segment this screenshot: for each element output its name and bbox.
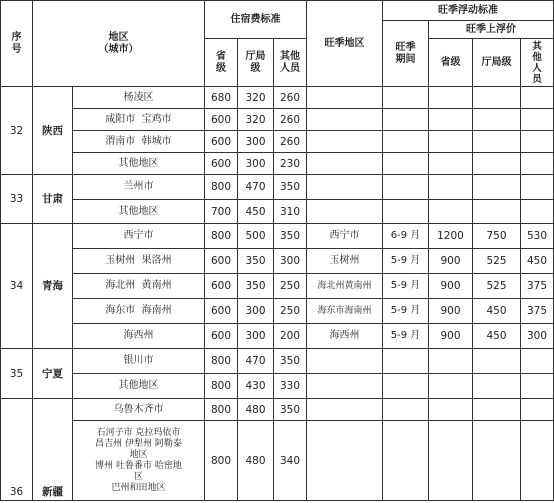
province-level-price: 800 — [205, 175, 238, 200]
header-peak-float-standard: 旺季浮动标准 — [383, 1, 554, 21]
peak-region-cell — [307, 175, 383, 200]
peak-other-cell — [521, 131, 554, 153]
peak-bureau-cell: 450 — [473, 299, 521, 324]
city-cell: 石河子市 克拉玛依市 昌吉州 伊犁州 阿勒泰 地区 博州 吐鲁番市 哈密地 区 巴州和田地区 — [73, 421, 205, 501]
peak-bureau-cell: 525 — [473, 274, 521, 299]
province-level-price: 600 — [205, 109, 238, 131]
peak-period-cell: 5-9 月 — [383, 249, 429, 274]
province-name: 新疆 — [33, 399, 73, 501]
bureau-level-price: 430 — [238, 374, 274, 399]
other-staff-price: 260 — [274, 109, 307, 131]
peak-other-cell — [521, 399, 554, 421]
other-staff-price: 350 — [274, 175, 307, 200]
peak-province-cell: 900 — [429, 274, 473, 299]
province-level-price: 800 — [205, 374, 238, 399]
table-row — [1, 274, 554, 299]
peak-period-cell: 5-9 月 — [383, 274, 429, 299]
peak-bureau-cell — [473, 153, 521, 175]
province-level-price: 600 — [205, 324, 238, 349]
other-staff-price: 230 — [274, 153, 307, 175]
other-staff-price: 250 — [274, 299, 307, 324]
city-cell: 咸阳市 宝鸡市 — [73, 109, 205, 131]
other-staff-price: 260 — [274, 87, 307, 109]
header-peak-period: 旺季 期间 — [383, 21, 429, 87]
peak-bureau-cell — [473, 349, 521, 374]
peak-region-cell — [307, 200, 383, 224]
peak-region-cell: 海东市海南州 — [307, 299, 383, 324]
peak-period-cell — [383, 374, 429, 399]
peak-period-cell: 5-9 月 — [383, 299, 429, 324]
peak-bureau-cell — [473, 87, 521, 109]
peak-period-cell — [383, 131, 429, 153]
peak-period-cell — [383, 109, 429, 131]
other-staff-price: 260 — [274, 131, 307, 153]
bureau-level-price: 320 — [238, 109, 274, 131]
header-peak-bureau-level: 厅局级 — [473, 39, 521, 87]
province-level-price: 800 — [205, 349, 238, 374]
peak-other-cell: 375 — [521, 299, 554, 324]
peak-bureau-cell — [473, 200, 521, 224]
peak-bureau-cell — [473, 175, 521, 200]
table-row — [1, 131, 554, 153]
peak-province-cell — [429, 374, 473, 399]
province-level-price: 600 — [205, 299, 238, 324]
row-seq: 33 — [1, 175, 33, 224]
header-bureau-level: 厅局 级 — [238, 39, 274, 87]
peak-other-cell — [521, 87, 554, 109]
peak-province-cell — [429, 399, 473, 421]
peak-bureau-cell — [473, 131, 521, 153]
row-seq: 32 — [1, 87, 33, 175]
table-row — [1, 153, 554, 175]
table-row — [1, 349, 554, 374]
peak-other-cell — [521, 421, 554, 501]
city-cell: 玉树州 果洛州 — [73, 249, 205, 274]
peak-period-cell — [383, 421, 429, 501]
peak-period-cell — [383, 399, 429, 421]
province-name: 宁夏 — [33, 349, 73, 399]
peak-province-cell — [429, 87, 473, 109]
city-cell: 渭南市 韩城市 — [73, 131, 205, 153]
peak-period-cell — [383, 175, 429, 200]
bureau-level-price: 500 — [238, 224, 274, 249]
bureau-level-price: 480 — [238, 399, 274, 421]
peak-period-cell — [383, 200, 429, 224]
other-staff-price: 350 — [274, 224, 307, 249]
province-level-price: 700 — [205, 200, 238, 224]
peak-region-cell — [307, 153, 383, 175]
peak-period-cell: 6-9 月 — [383, 224, 429, 249]
peak-other-cell — [521, 374, 554, 399]
table-row — [1, 249, 554, 274]
peak-region-cell — [307, 109, 383, 131]
header-peak-upper-price: 旺季上浮价 — [429, 21, 554, 39]
peak-province-cell: 900 — [429, 299, 473, 324]
other-staff-price: 330 — [274, 374, 307, 399]
header-region: 地区 （城市） — [33, 1, 205, 87]
header-province-level: 省 级 — [205, 39, 238, 87]
other-staff-price: 300 — [274, 249, 307, 274]
peak-province-cell — [429, 421, 473, 501]
peak-province-cell — [429, 131, 473, 153]
peak-province-cell — [429, 109, 473, 131]
province-level-price: 680 — [205, 87, 238, 109]
province-name: 陕西 — [33, 87, 73, 175]
bureau-level-price: 350 — [238, 274, 274, 299]
province-name: 青海 — [33, 224, 73, 349]
peak-province-cell: 900 — [429, 324, 473, 349]
city-cell: 其他地区 — [73, 153, 205, 175]
header-lodging-standard: 住宿费标准 — [205, 1, 307, 39]
row-seq: 35 — [1, 349, 33, 399]
peak-bureau-cell: 750 — [473, 224, 521, 249]
peak-region-cell — [307, 399, 383, 421]
table-row — [1, 109, 554, 131]
peak-other-cell: 300 — [521, 324, 554, 349]
peak-other-cell: 450 — [521, 249, 554, 274]
peak-other-cell — [521, 349, 554, 374]
header-peak-province-level: 省级 — [429, 39, 473, 87]
peak-bureau-cell — [473, 109, 521, 131]
other-staff-price: 350 — [274, 349, 307, 374]
city-cell: 兰州市 — [73, 175, 205, 200]
header-other-staff: 其他 人员 — [274, 39, 307, 87]
bureau-level-price: 470 — [238, 175, 274, 200]
other-staff-price: 340 — [274, 421, 307, 501]
header-peak-region: 旺季地区 — [307, 1, 383, 87]
table-row — [1, 175, 554, 200]
peak-province-cell — [429, 175, 473, 200]
province-level-price: 600 — [205, 249, 238, 274]
peak-other-cell — [521, 175, 554, 200]
peak-province-cell — [429, 349, 473, 374]
province-level-price: 800 — [205, 421, 238, 501]
peak-other-cell: 375 — [521, 274, 554, 299]
other-staff-price: 310 — [274, 200, 307, 224]
bureau-level-price: 450 — [238, 200, 274, 224]
peak-bureau-cell: 525 — [473, 249, 521, 274]
peak-period-cell: 5-9 月 — [383, 324, 429, 349]
table-row — [1, 399, 554, 421]
city-cell: 杨凌区 — [73, 87, 205, 109]
header-seq: 序 号 — [1, 1, 33, 87]
peak-other-cell — [521, 200, 554, 224]
peak-region-cell: 西宁市 — [307, 224, 383, 249]
peak-region-cell: 海北州黄南州 — [307, 274, 383, 299]
peak-region-cell — [307, 421, 383, 501]
city-cell: 其他地区 — [73, 200, 205, 224]
other-staff-price: 250 — [274, 274, 307, 299]
table-row — [1, 421, 554, 501]
city-cell: 西宁市 — [73, 224, 205, 249]
city-cell: 海西州 — [73, 324, 205, 349]
peak-region-cell: 玉树州 — [307, 249, 383, 274]
city-cell: 海北州 黄南州 — [73, 274, 205, 299]
city-cell: 其他地区 — [73, 374, 205, 399]
row-seq: 34 — [1, 224, 33, 349]
bureau-level-price: 300 — [238, 299, 274, 324]
bureau-level-price: 320 — [238, 87, 274, 109]
bureau-level-price: 480 — [238, 421, 274, 501]
peak-period-cell — [383, 153, 429, 175]
peak-region-cell — [307, 87, 383, 109]
peak-province-cell: 1200 — [429, 224, 473, 249]
peak-region-cell — [307, 131, 383, 153]
peak-period-cell — [383, 87, 429, 109]
table-row — [1, 324, 554, 349]
province-level-price: 800 — [205, 399, 238, 421]
table-row — [1, 200, 554, 224]
city-cell: 海东市 海南州 — [73, 299, 205, 324]
peak-other-cell: 530 — [521, 224, 554, 249]
peak-bureau-cell — [473, 421, 521, 501]
bureau-level-price: 300 — [238, 324, 274, 349]
peak-province-cell — [429, 153, 473, 175]
province-level-price: 600 — [205, 131, 238, 153]
row-seq: 36 — [1, 399, 33, 501]
table-row — [1, 299, 554, 324]
peak-period-cell — [383, 349, 429, 374]
city-cell: 乌鲁木齐市 — [73, 399, 205, 421]
peak-bureau-cell — [473, 399, 521, 421]
peak-region-cell: 海西州 — [307, 324, 383, 349]
peak-region-cell — [307, 374, 383, 399]
table-row — [1, 224, 554, 249]
peak-other-cell — [521, 109, 554, 131]
province-name: 甘肃 — [33, 175, 73, 224]
other-staff-price: 200 — [274, 324, 307, 349]
peak-region-cell — [307, 349, 383, 374]
header-peak-other-staff: 其 他 人 员 — [521, 39, 554, 87]
peak-bureau-cell — [473, 374, 521, 399]
province-level-price: 800 — [205, 224, 238, 249]
peak-bureau-cell: 450 — [473, 324, 521, 349]
peak-province-cell: 900 — [429, 249, 473, 274]
table-row — [1, 87, 554, 109]
bureau-level-price: 350 — [238, 249, 274, 274]
table-row — [1, 374, 554, 399]
city-cell: 银川市 — [73, 349, 205, 374]
bureau-level-price: 300 — [238, 131, 274, 153]
peak-other-cell — [521, 153, 554, 175]
header-row-1 — [1, 1, 554, 21]
peak-province-cell — [429, 200, 473, 224]
other-staff-price: 350 — [274, 399, 307, 421]
province-level-price: 600 — [205, 153, 238, 175]
province-level-price: 600 — [205, 274, 238, 299]
bureau-level-price: 470 — [238, 349, 274, 374]
bureau-level-price: 300 — [238, 153, 274, 175]
